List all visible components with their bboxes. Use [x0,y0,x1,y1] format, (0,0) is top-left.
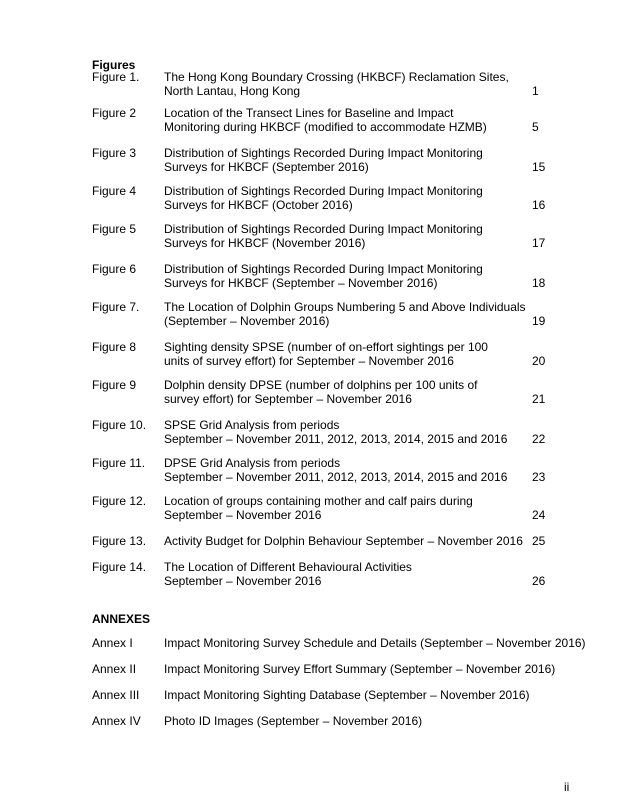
figure-title-line2: September – November 2011, 2012, 2013, 2014, 2015 and 2016 [164,432,508,446]
figure-title-line1: The Location of Different Behavioural Activities [164,560,412,574]
figure-title-line2: September – November 2016 [164,508,322,522]
figure-title-line2: North Lantau, Hong Kong [164,84,301,98]
figure-title-line2: Monitoring during HKBCF (modified to accommodate HZMB) [164,120,487,134]
annex-label: Annex IV [92,714,141,728]
figure-title-line1: The Location of Dolphin Groups Numbering 5 and Above Individuals [164,300,526,314]
figure-page-number: 26 [532,574,546,588]
figure-title-line2: units of survey effort) for September – November 2016 [164,354,454,368]
figure-title-line1: Distribution of Sightings Recorded During Impact Monitoring [164,184,483,198]
figure-page-number: 17 [532,236,546,250]
figure-label: Figure 9 [92,378,137,392]
annex-label: Annex II [92,662,137,676]
figure-label: Figure 14. [92,560,147,574]
figure-title-line1: Location of groups containing mother and calf pairs during [164,494,473,508]
figure-label: Figure 11. [92,456,146,470]
figure-label: Figure 13. [92,534,147,548]
figure-page-number: 21 [532,392,546,406]
figure-title-line1: Dolphin density DPSE (number of dolphins per 100 units of [164,378,478,392]
figure-page-number: 1 [532,84,539,98]
figure-title-line1: Sighting density SPSE (number of on-effort sightings per 100 [164,340,488,354]
annex-title: Impact Monitoring Sighting Database (September – November 2016) [164,688,530,702]
figure-label: Figure 6 [92,262,137,276]
figure-title-line2: September – November 2016 [164,574,322,588]
annexes-heading: ANNEXES [92,612,151,626]
figure-page-number: 15 [532,160,546,174]
figure-label: Figure 5 [92,222,137,236]
figure-label: Figure 8 [92,340,137,354]
figure-page-number: 18 [532,276,546,290]
figure-page-number: 19 [532,314,546,328]
figure-title-line1: Distribution of Sightings Recorded During Impact Monitoring [164,146,483,160]
figure-page-number: 22 [532,432,546,446]
figure-title-line2: Surveys for HKBCF (October 2016) [164,198,353,212]
figure-label: Figure 4 [92,184,137,198]
figure-title-line1: Location of the Transect Lines for Baseline and Impact [164,106,454,120]
figure-title-line2: Surveys for HKBCF (September 2016) [164,160,369,174]
figure-title-line1: Activity Budget for Dolphin Behaviour September – November 2016 [164,534,523,548]
figure-page-number: 5 [532,120,539,134]
figure-label: Figure 12. [92,494,147,508]
figure-title-line1: Distribution of Sightings Recorded During Impact Monitoring [164,222,483,236]
figure-title-line2: September – November 2011, 2012, 2013, 2014, 2015 and 2016 [164,470,508,484]
annex-title: Photo ID Images (September – November 2016) [164,714,423,728]
figure-page-number: 20 [532,354,546,368]
figure-page-number: 25 [532,534,546,548]
figure-title-line2: (September – November 2016) [164,314,330,328]
figure-title-line2: Surveys for HKBCF (November 2016) [164,236,366,250]
annex-title: Impact Monitoring Survey Effort Summary (September – November 2016) [164,662,556,676]
figure-page-number: 23 [532,470,546,484]
figure-title-line2: survey effort) for September – November 2016 [164,392,412,406]
figure-page-number: 24 [532,508,546,522]
figure-title-line2: Surveys for HKBCF (September – November 2016) [164,276,438,290]
figure-label: Figure 1. [92,70,140,84]
page-number: ii [564,780,570,794]
figure-label: Figure 7. [92,300,140,314]
annex-title: Impact Monitoring Survey Schedule and Details (September – November 2016) [164,636,586,650]
figure-label: Figure 2 [92,106,137,120]
figure-page-number: 16 [532,198,546,212]
figures-heading: Figures [92,58,136,72]
annex-label: Annex I [92,636,133,650]
annex-label: Annex III [92,688,140,702]
figure-title-line1: SPSE Grid Analysis from periods [164,418,340,432]
figure-title-line1: Distribution of Sightings Recorded During Impact Monitoring [164,262,483,276]
figure-label: Figure 3 [92,146,137,160]
figure-title-line1: DPSE Grid Analysis from periods [164,456,341,470]
figure-label: Figure 10. [92,418,147,432]
figure-title-line1: The Hong Kong Boundary Crossing (HKBCF) Reclamation Sites, [164,70,509,84]
